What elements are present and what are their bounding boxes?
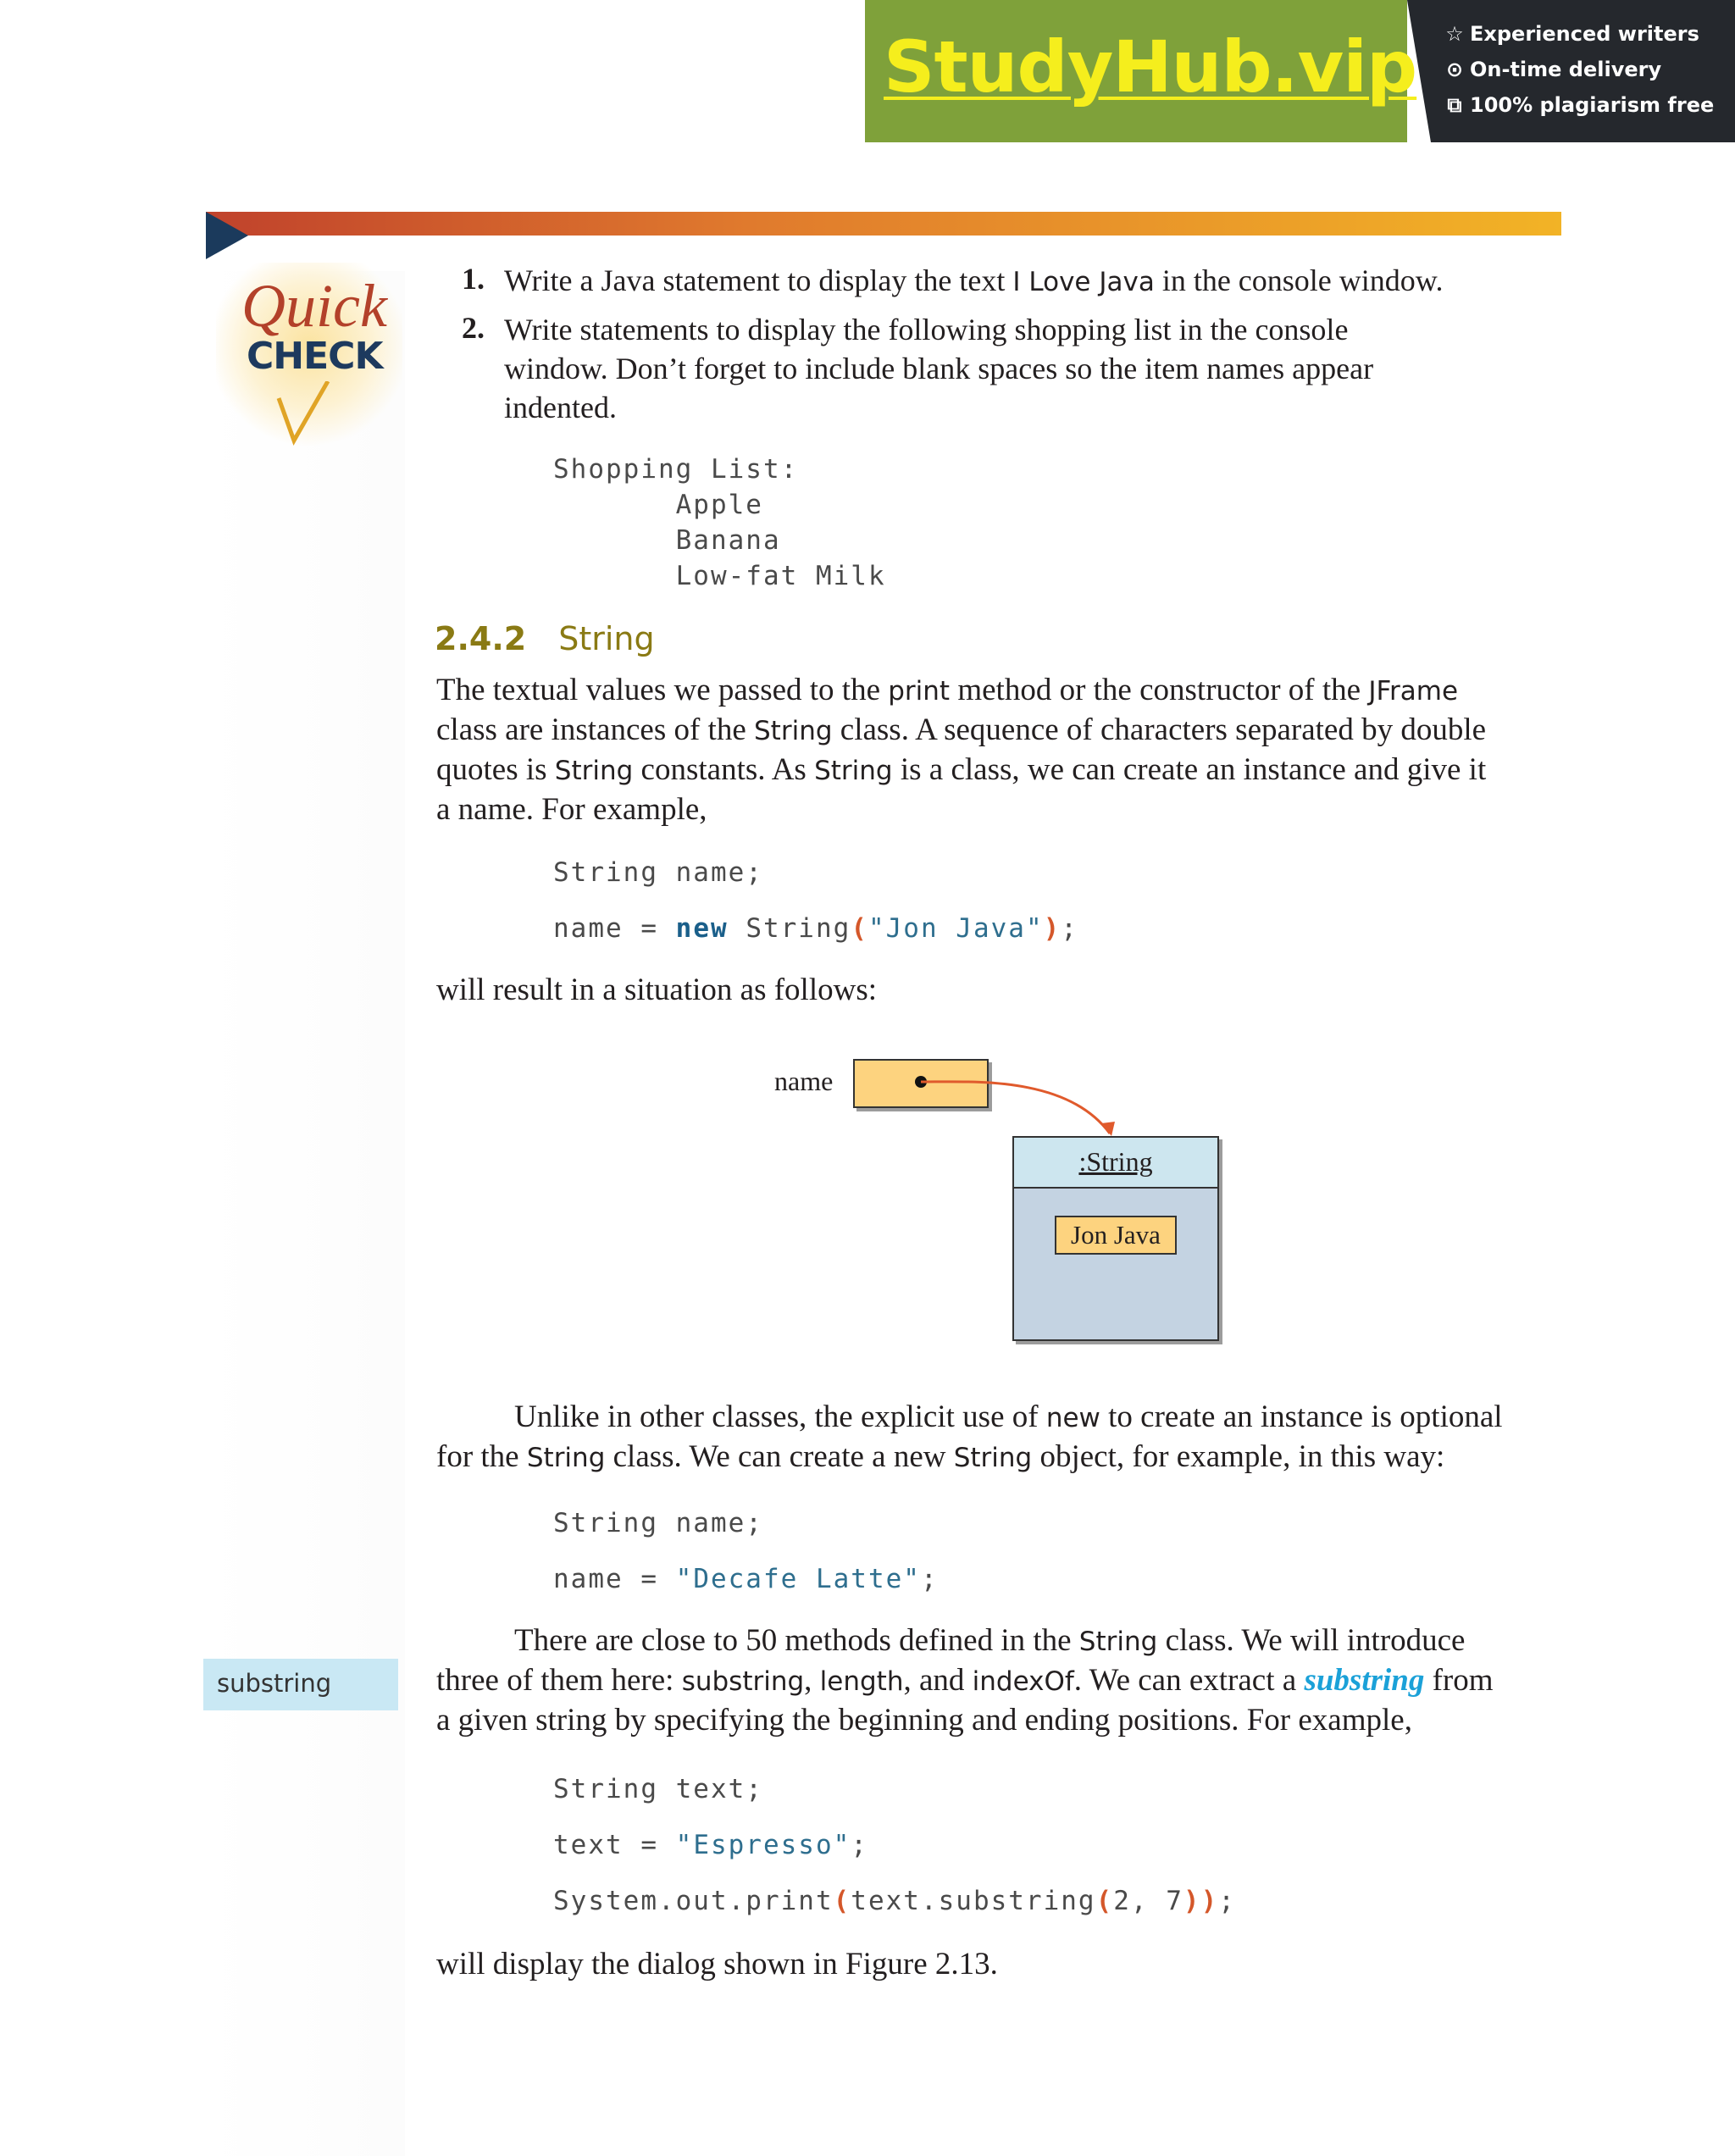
section-title: String <box>558 620 655 657</box>
section-heading <box>435 620 655 657</box>
diagram-object-box <box>1012 1136 1219 1341</box>
code-line: String name; <box>553 1508 763 1538</box>
quick-check-word-check: CHECK <box>247 335 383 378</box>
section-header-bar <box>206 212 1561 236</box>
margin-term-substring: substring <box>203 1659 398 1710</box>
question-number: 1. <box>462 262 485 296</box>
checkmark-icon <box>275 381 335 449</box>
code-line: name = new String("Jon Java"); <box>553 913 1078 944</box>
banner-feature: ⊙ On-time delivery <box>1445 58 1662 81</box>
code-line: Shopping List: <box>553 454 799 485</box>
header-triangle <box>206 212 248 259</box>
diagram-object-class: :String <box>1078 1146 1153 1177</box>
question-text: indented. <box>504 391 617 424</box>
code-line: Apple <box>553 490 763 520</box>
quick-check-word-quick: Quick <box>241 272 387 340</box>
question-text: Write statements to display the following shopping list in the console <box>504 313 1349 346</box>
code-line: Banana <box>553 525 781 556</box>
ad-banner[interactable] <box>865 0 1735 142</box>
paragraph: Unlike in other classes, the explicit use of new to create an instance is optional for the String class. We can create a new String object, for example, in this way: <box>436 1399 1503 1474</box>
reference-arrow-icon <box>847 1050 1203 1144</box>
diagram-object-value: Jon Java <box>1055 1216 1177 1255</box>
banner-logo[interactable]: StudyHub.vip <box>884 25 1417 108</box>
code-line: String text; <box>553 1774 763 1804</box>
diagram-variable-label: name <box>774 1066 834 1096</box>
banner-feature: ⧉ 100% plagiarism free <box>1444 93 1714 117</box>
paragraph: will result in a situation as follows: <box>436 973 878 1007</box>
question-text: Write a Java statement to display the text I Love Java in the console window. <box>504 263 1444 297</box>
code-line: text = "Espresso"; <box>553 1830 868 1860</box>
term-substring-link[interactable]: substring <box>1304 1663 1425 1698</box>
copy-icon: ⧉ <box>1447 93 1462 117</box>
paragraph: The textual values we passed to the print method or the constructor of the JFrame class are instances of the String class. A sequence of characters separated by double quotes is String constants. As String is a class, we can create an instance and give it a name. For example, <box>436 673 1487 827</box>
banner-feature: ☆ Experienced writers <box>1445 22 1699 46</box>
star-icon: ☆ <box>1445 22 1464 46</box>
code-line: Low-fat Milk <box>553 561 886 591</box>
paragraph: will display the dialog shown in Figure 2.13. <box>436 1947 998 1981</box>
code-line: String name; <box>553 857 763 888</box>
question-text: window. Don’t forget to include blank spaces so the item names appear <box>504 352 1374 385</box>
code-line: name = "Decafe Latte"; <box>553 1564 939 1594</box>
code-line: System.out.print(text.substring(2, 7)); <box>553 1886 1236 1916</box>
quick-check-logo <box>216 263 402 449</box>
question-number: 2. <box>462 311 485 345</box>
clock-icon: ⊙ <box>1445 58 1464 81</box>
margin-strip <box>206 271 405 2156</box>
paragraph: There are close to 50 methods defined in the String class. We will introduce three of them here: substring, length, and indexOf. We can extract a substring from a given string by specifying the beginning and ending positions. For example, <box>436 1623 1494 1738</box>
section-number: 2.4.2 <box>435 620 527 657</box>
